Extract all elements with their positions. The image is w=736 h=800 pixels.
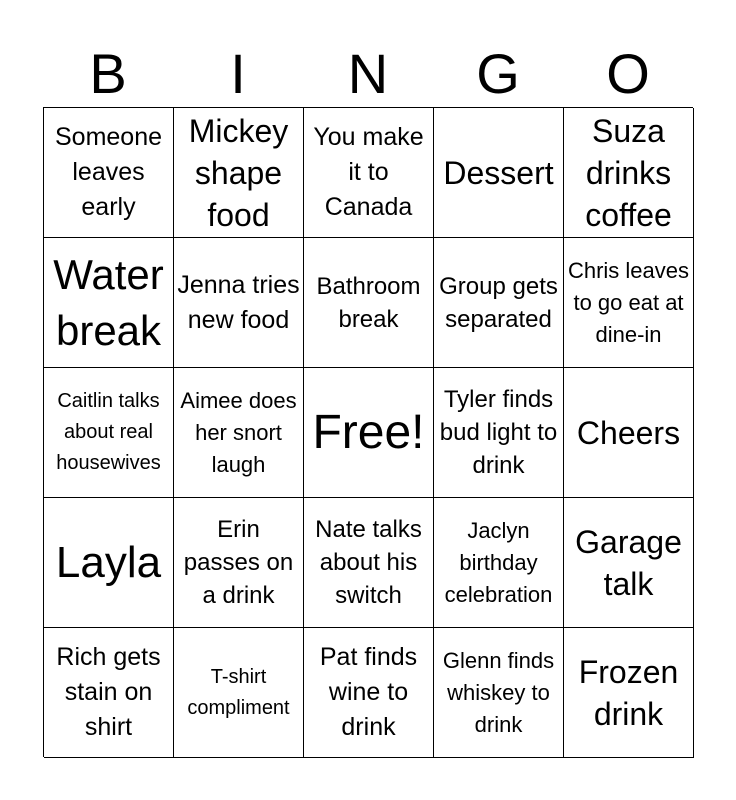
cell-label: Water break (53, 250, 164, 354)
cell-label: Jaclyn birthday celebration (444, 517, 553, 607)
cell-label: Cheers (576, 414, 681, 451)
cell-label: Erin passes on a drink (183, 516, 294, 609)
bingo-cell-r2c1[interactable] (44, 238, 174, 368)
bingo-cell-r2c2[interactable] (174, 238, 304, 368)
header-letter-n: N (347, 42, 389, 105)
bingo-cell-r4c3[interactable] (304, 498, 434, 628)
bingo-cell-r5c3[interactable] (304, 628, 434, 758)
header-letter-g: G (476, 42, 520, 105)
cell-label: T-shirt compliment (187, 665, 290, 719)
bingo-cell-r4c5[interactable] (564, 498, 694, 628)
cell-label: Layla (55, 537, 162, 587)
cell-label: Suza drinks coffee (585, 112, 672, 233)
header-letter-b: B (89, 42, 127, 105)
cell-label: You make it to Canada (313, 123, 424, 221)
cell-label: Nate talks about his switch (315, 516, 422, 609)
bingo-cell-r1c5[interactable] (564, 108, 694, 238)
bingo-cell-r4c2[interactable] (174, 498, 304, 628)
cell-label: Jenna tries new food (177, 270, 300, 334)
bingo-cell-r5c4[interactable] (434, 628, 564, 758)
bingo-cell-r1c2[interactable] (174, 108, 304, 238)
bingo-cell-r3c2[interactable] (174, 368, 304, 498)
header-letter-o: O (606, 42, 650, 105)
bingo-cell-r5c1[interactable] (44, 628, 174, 758)
cell-label: Group gets separated (439, 272, 558, 333)
cell-label: Frozen drink (578, 653, 679, 732)
cell-label: Tyler finds bud light to drink (439, 386, 558, 479)
cell-label: Garage talk (575, 523, 682, 602)
bingo-cell-r5c2[interactable] (174, 628, 304, 758)
cell-label: Dessert (443, 154, 554, 191)
bingo-cell-r4c1[interactable] (44, 498, 174, 628)
cell-label: Glenn finds whiskey to drink (442, 647, 555, 737)
cell-label: Mickey shape food (188, 112, 289, 233)
bingo-cell-r3c5[interactable] (564, 368, 694, 498)
cell-label: Caitlin talks about real housewives (56, 390, 161, 474)
cell-label: Someone leaves early (54, 123, 163, 221)
bingo-header (43, 40, 693, 108)
header-letter-i: I (230, 42, 246, 105)
bingo-cell-r3c1[interactable] (44, 368, 174, 498)
cell-label: Free! (312, 405, 425, 459)
bingo-cell-r2c5[interactable] (564, 238, 694, 368)
bingo-cell-r3c4[interactable] (434, 368, 564, 498)
bingo-cell-r2c3[interactable] (304, 238, 434, 368)
bingo-cell-r4c4[interactable] (434, 498, 564, 628)
bingo-cell-r2c4[interactable] (434, 238, 564, 368)
cell-label: Rich gets stain on shirt (56, 643, 161, 741)
cell-label: Pat finds wine to drink (319, 643, 418, 741)
bingo-cell-r1c1[interactable] (44, 108, 174, 238)
cell-label: Chris leaves to go eat at dine-in (567, 257, 690, 347)
bingo-cell-r1c4[interactable] (434, 108, 564, 238)
cell-label: Aimee does her snort laugh (180, 387, 297, 477)
bingo-cell-free[interactable] (304, 368, 434, 498)
bingo-cell-r5c5[interactable] (564, 628, 694, 758)
bingo-cell-r1c3[interactable] (304, 108, 434, 238)
bingo-board (43, 107, 693, 757)
cell-label: Bathroom break (316, 272, 421, 333)
